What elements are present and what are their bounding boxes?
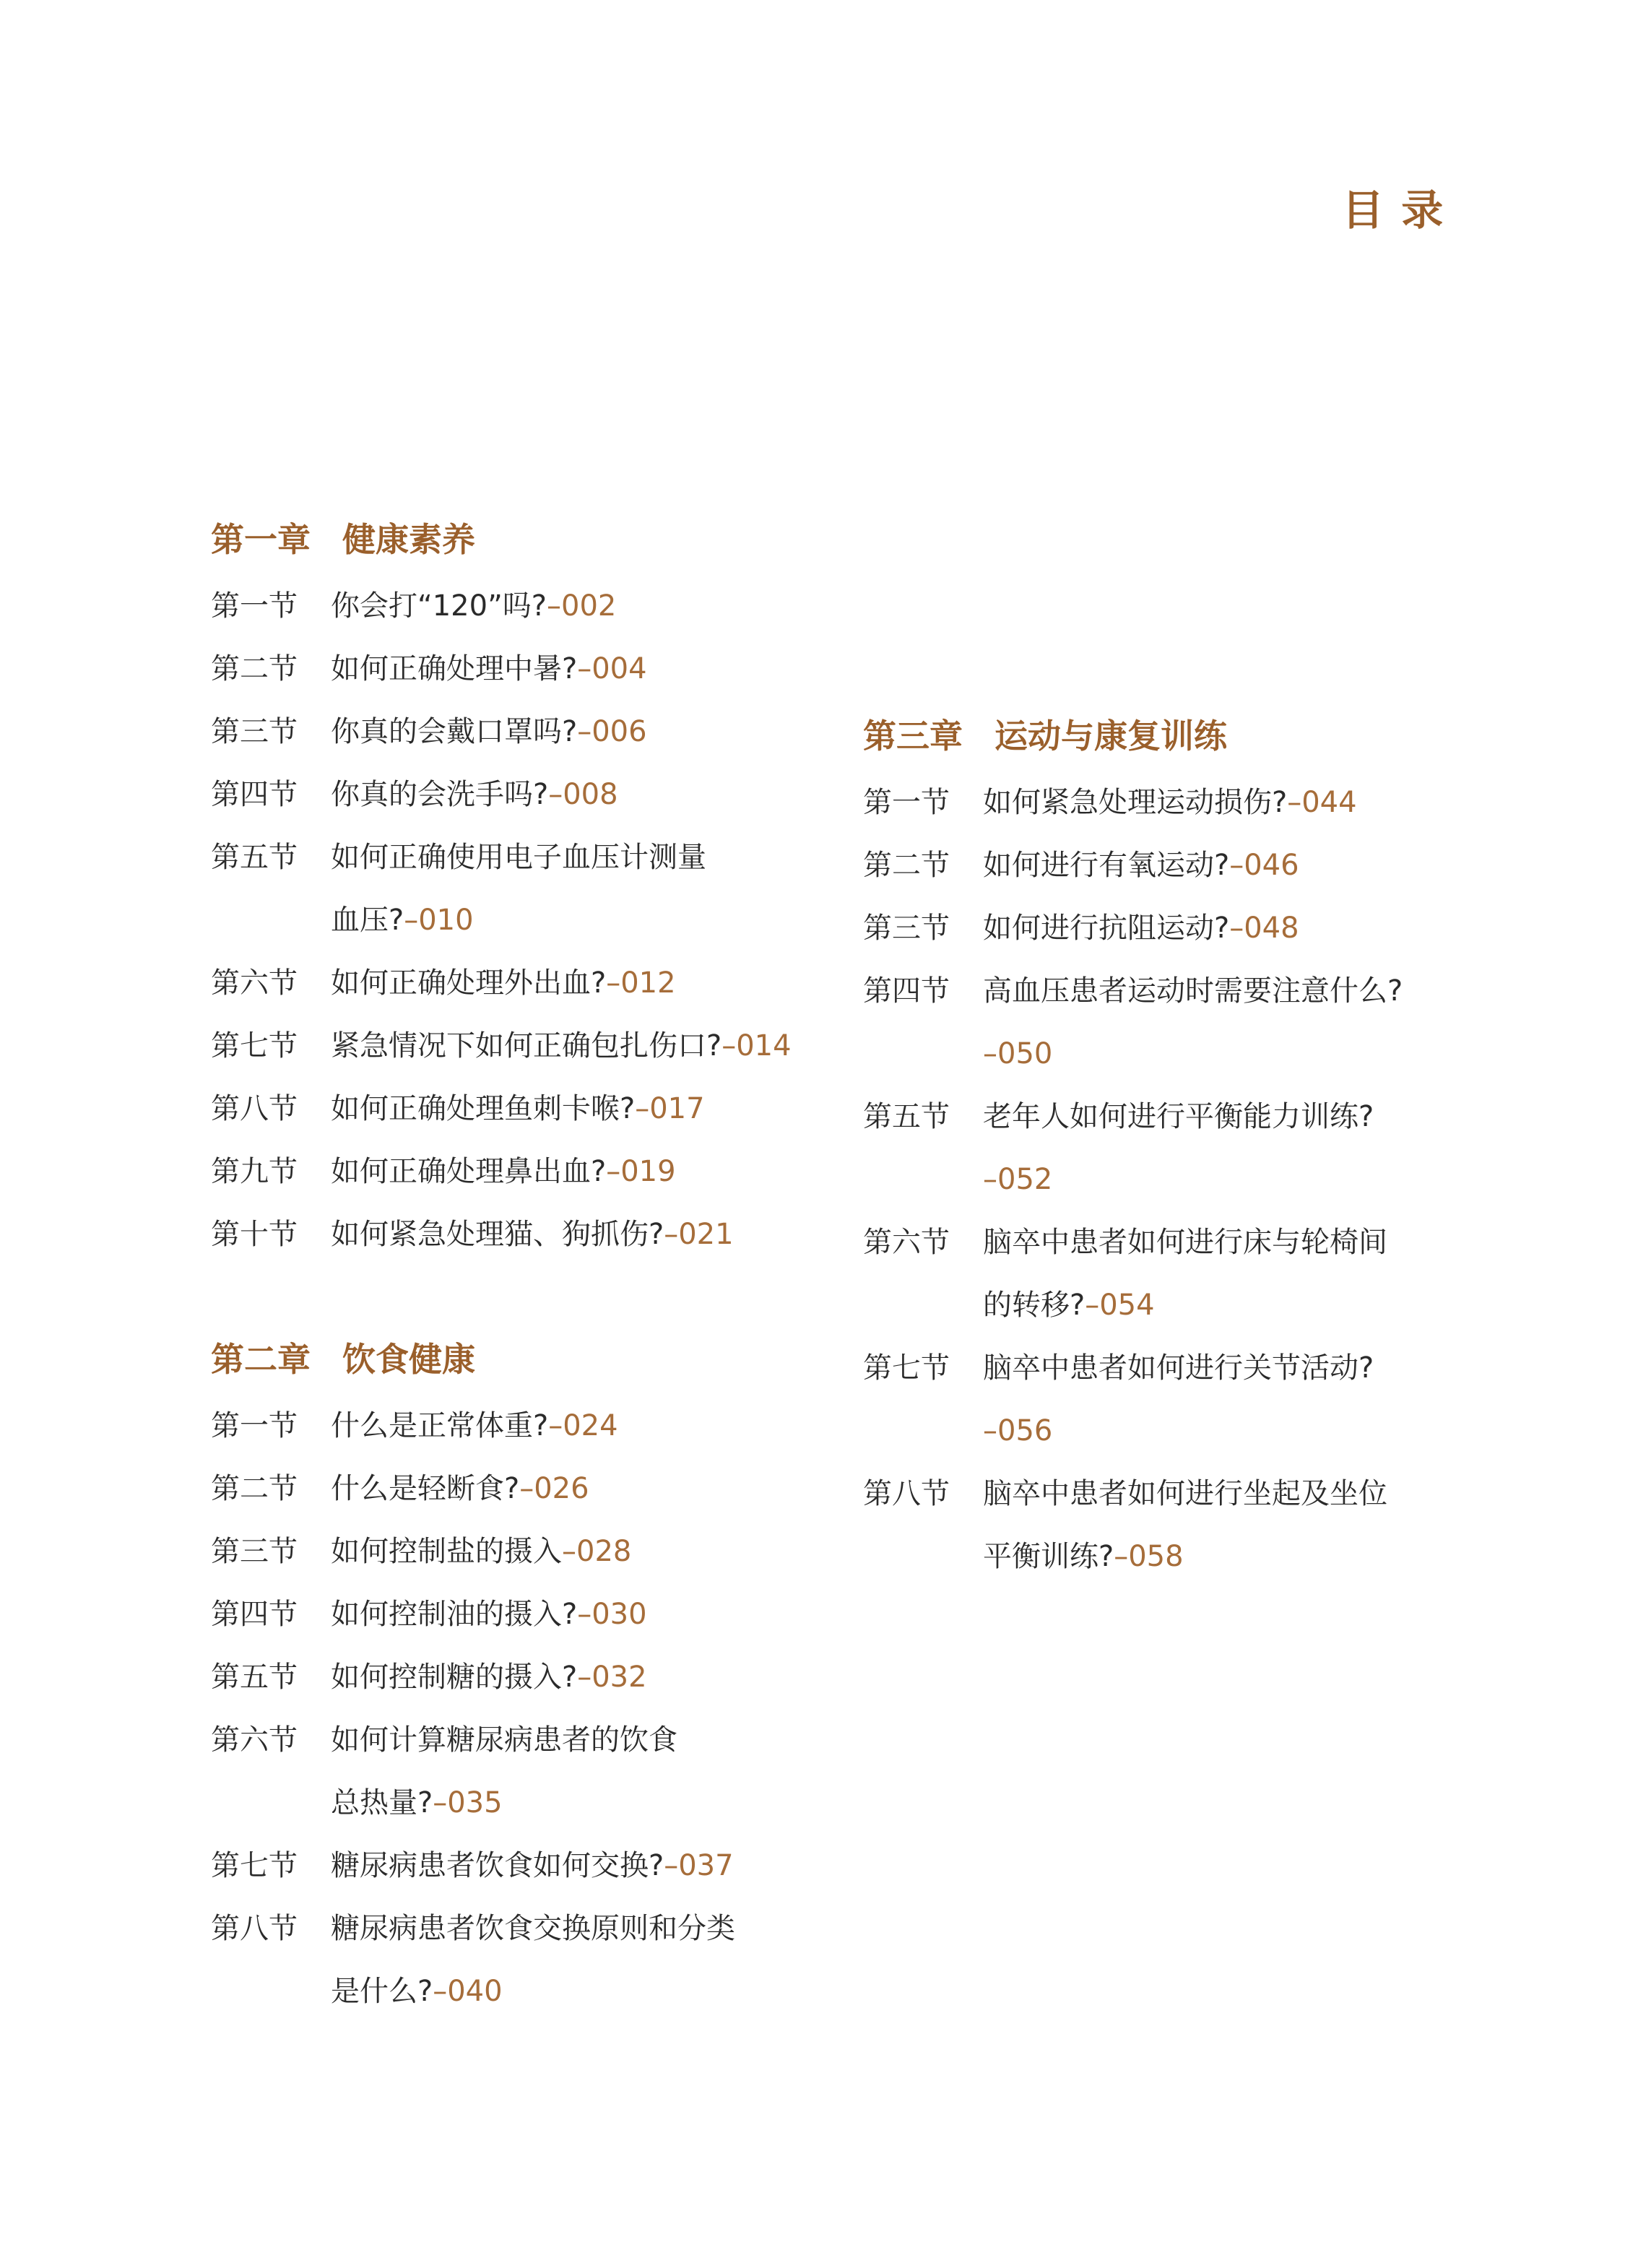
section-body [331, 701, 818, 763]
page-number: –032 [577, 1661, 647, 1694]
section-title-line [983, 960, 1470, 1023]
section-title-line [331, 1458, 818, 1520]
chapter-title: 健康素养 [342, 520, 475, 559]
page-number: –048 [1229, 912, 1299, 945]
section-number: 第一节 [863, 786, 950, 819]
section-body [331, 1395, 818, 1458]
section-body [331, 1078, 818, 1141]
section-title-line [983, 1148, 1470, 1211]
toc-entry[interactable] [211, 1709, 818, 1835]
section-number: 第五节 [863, 1100, 950, 1133]
chapter-number: 第三章 [863, 717, 963, 756]
section-body [983, 897, 1470, 960]
section-body [983, 771, 1470, 834]
toc-entry[interactable] [211, 1835, 818, 1897]
section-title-text: 紧急情况下如何正确包扎伤口? [331, 1029, 722, 1062]
section-title-line [331, 1897, 818, 1960]
section-title-text: 如何控制盐的摄入 [331, 1535, 562, 1568]
section-number: 第七节 [863, 1351, 950, 1385]
page-number: –012 [606, 966, 676, 1000]
chapter-2 [211, 1334, 818, 2023]
section-number: 第六节 [211, 966, 298, 1000]
page-number: –040 [433, 1975, 503, 2008]
section-title-text: 如何正确处理外出血? [331, 966, 607, 1000]
section-number: 第八节 [863, 1477, 950, 1510]
section-title-line [331, 638, 818, 701]
section-number: 第一节 [211, 1409, 298, 1442]
section-title-text: 你会打“120”吗? [331, 589, 547, 623]
section-title-line [331, 1583, 818, 1646]
toc-entry[interactable] [211, 952, 818, 1015]
chapter-title: 饮食健康 [342, 1340, 475, 1379]
section-title-line [331, 1078, 818, 1141]
toc-entry[interactable] [211, 1897, 818, 2023]
section-title-text: 糖尿病患者饮食如何交换? [331, 1849, 664, 1882]
section-title-line [331, 1203, 818, 1266]
toc-entry[interactable] [211, 1078, 818, 1141]
section-number: 第七节 [211, 1029, 298, 1062]
section-number: 第十节 [211, 1218, 298, 1251]
toc-entry[interactable] [863, 1463, 1470, 1588]
toc-entry[interactable] [211, 638, 818, 701]
toc-entry[interactable] [211, 1015, 818, 1078]
chapter-title: 运动与康复训练 [994, 717, 1227, 756]
section-title-text: 如何正确处理中暑? [331, 652, 578, 685]
page-number: –050 [983, 1037, 1053, 1070]
section-body [331, 1203, 818, 1266]
section-number: 第四节 [211, 1598, 298, 1631]
section-number: 第二节 [211, 1472, 298, 1505]
section-title-line [983, 771, 1470, 834]
section-title-text: 总热量? [331, 1786, 433, 1819]
section-number: 第三节 [211, 715, 298, 748]
section-title-line [983, 1525, 1470, 1588]
page-number: –004 [577, 652, 647, 685]
section-number: 第二节 [211, 652, 298, 685]
page-title: 目 录 [1342, 186, 1445, 235]
section-title-text: 平衡训练? [983, 1540, 1114, 1573]
section-number: 第四节 [211, 778, 298, 811]
section-title-text: 如何正确处理鱼刺卡喉? [331, 1092, 636, 1125]
page-number: –014 [722, 1029, 792, 1062]
section-number: 第三节 [211, 1535, 298, 1568]
toc-entry[interactable] [211, 763, 818, 826]
section-body [331, 1583, 818, 1646]
section-body [331, 638, 818, 701]
toc-entry[interactable] [863, 771, 1470, 834]
section-title-line [983, 1086, 1470, 1148]
section-title-line [983, 1274, 1470, 1337]
section-title-text: 是什么? [331, 1975, 433, 2008]
section-title-text: 什么是正常体重? [331, 1409, 549, 1442]
section-number: 第八节 [211, 1912, 298, 1945]
section-number: 第三节 [863, 912, 950, 945]
chapter-3 [863, 711, 1470, 1588]
toc-entry[interactable] [211, 1395, 818, 1458]
section-body [331, 1141, 818, 1203]
section-title-text: 血压? [331, 904, 404, 937]
section-title-text: 老年人如何进行平衡能力训练? [983, 1100, 1374, 1133]
toc-entry[interactable] [863, 1211, 1470, 1337]
section-body [983, 1463, 1470, 1588]
section-title-text: 如何紧急处理猫、狗抓伤? [331, 1218, 664, 1251]
section-title-line [331, 1395, 818, 1458]
section-number: 第六节 [863, 1226, 950, 1259]
page-number: –054 [1085, 1289, 1155, 1322]
section-body [331, 826, 818, 952]
section-body [983, 960, 1470, 1086]
section-body [331, 1458, 818, 1520]
section-title-line [331, 1960, 818, 2023]
section-title-text: 脑卒中患者如何进行床与轮椅间 [983, 1226, 1387, 1259]
chapter-number: 第一章 [211, 520, 311, 559]
chapter-number: 第二章 [211, 1340, 311, 1379]
section-title-text: 脑卒中患者如何进行关节活动? [983, 1351, 1374, 1385]
chapter-heading[interactable] [211, 514, 818, 565]
page-number: –058 [1114, 1540, 1184, 1573]
page-number: –026 [519, 1472, 589, 1505]
section-body [983, 1337, 1470, 1463]
section-title-text: 的转移? [983, 1289, 1086, 1322]
section-title-line [331, 826, 818, 889]
section-title-line [331, 889, 818, 952]
section-number: 第一节 [211, 589, 298, 623]
section-body [983, 1086, 1470, 1211]
section-number: 第五节 [211, 1661, 298, 1694]
section-title-text: 如何计算糖尿病患者的饮食 [331, 1723, 677, 1757]
section-title-line [331, 1835, 818, 1897]
page-number: –024 [548, 1409, 618, 1442]
page-number: –046 [1229, 849, 1299, 882]
toc-entry[interactable] [863, 960, 1470, 1086]
section-title-line [331, 575, 818, 638]
section-title-text: 如何正确使用电子血压计测量 [331, 841, 706, 874]
section-body [331, 952, 818, 1015]
section-body [983, 834, 1470, 897]
section-number: 第四节 [863, 974, 950, 1008]
section-body [331, 1897, 818, 2023]
section-title-line [983, 897, 1470, 960]
chapter-1 [211, 514, 818, 1266]
page-number: –021 [664, 1218, 734, 1251]
section-title-line [331, 701, 818, 763]
section-title-text: 高血压患者运动时需要注意什么? [983, 974, 1403, 1008]
section-title-text: 如何紧急处理运动损伤? [983, 786, 1288, 819]
section-title-line [331, 1520, 818, 1583]
section-title-line [331, 1015, 818, 1078]
section-number: 第九节 [211, 1155, 298, 1188]
section-body [331, 1835, 818, 1897]
section-title-text: 如何进行抗阻运动? [983, 912, 1230, 945]
section-body [331, 1709, 818, 1835]
toc-entry[interactable] [211, 1520, 818, 1583]
toc-entry[interactable] [211, 826, 818, 952]
toc-entry[interactable] [211, 1141, 818, 1203]
toc-entry[interactable] [211, 1458, 818, 1520]
section-title-line [983, 1400, 1470, 1463]
page-number: –019 [606, 1155, 676, 1188]
section-title-line [331, 1709, 818, 1772]
toc-entry[interactable] [211, 1583, 818, 1646]
section-body [331, 1646, 818, 1709]
toc-entry[interactable] [863, 1086, 1470, 1211]
toc-entry[interactable] [863, 1337, 1470, 1463]
section-body [331, 1520, 818, 1583]
section-title-line [331, 763, 818, 826]
toc-column-left [211, 514, 818, 2023]
section-title-text: 糖尿病患者饮食交换原则和分类 [331, 1912, 735, 1945]
page-number: –037 [664, 1849, 734, 1882]
section-title-text: 你真的会戴口罩吗? [331, 715, 578, 748]
section-title-text: 如何控制糖的摄入? [331, 1661, 578, 1694]
section-title-text: 什么是轻断食? [331, 1472, 520, 1505]
section-title-text: 脑卒中患者如何进行坐起及坐位 [983, 1477, 1387, 1510]
section-title-line [983, 1023, 1470, 1086]
toc-entry[interactable] [863, 834, 1470, 897]
page-number: –035 [433, 1786, 503, 1819]
section-title-text: 如何控制油的摄入? [331, 1598, 578, 1631]
section-number: 第七节 [211, 1849, 298, 1882]
toc-entry[interactable] [863, 897, 1470, 960]
section-title-line [331, 952, 818, 1015]
page-number: –010 [404, 904, 474, 937]
chapter-heading[interactable] [211, 1334, 818, 1385]
page-number: –008 [548, 778, 618, 811]
section-body [983, 1211, 1470, 1337]
toc-entry[interactable] [211, 1646, 818, 1709]
page-number: –056 [983, 1414, 1053, 1447]
section-number: 第二节 [863, 849, 950, 882]
section-title-line [983, 834, 1470, 897]
page-number: –052 [983, 1163, 1053, 1196]
page-number: –030 [577, 1598, 647, 1631]
page-number: –002 [547, 589, 617, 623]
section-body [331, 1015, 818, 1078]
section-title-line [331, 1646, 818, 1709]
toc-entry[interactable] [211, 575, 818, 638]
section-body [331, 763, 818, 826]
toc-entry[interactable] [211, 1203, 818, 1266]
chapter-heading[interactable] [863, 711, 1470, 761]
section-title-line [983, 1211, 1470, 1274]
section-number: 第六节 [211, 1723, 298, 1757]
toc-column-right [863, 711, 1470, 1588]
section-body [331, 575, 818, 638]
section-title-line [983, 1337, 1470, 1400]
page-number: –017 [635, 1092, 705, 1125]
section-title-text: 你真的会洗手吗? [331, 778, 549, 811]
page-number: –028 [562, 1535, 632, 1568]
toc-entry[interactable] [211, 701, 818, 763]
section-number: 第八节 [211, 1092, 298, 1125]
section-number: 第五节 [211, 841, 298, 874]
page-number: –044 [1287, 786, 1357, 819]
page-number: –006 [577, 715, 647, 748]
section-title-line [331, 1141, 818, 1203]
section-title-text: 如何正确处理鼻出血? [331, 1155, 607, 1188]
section-title-line [331, 1772, 818, 1835]
section-title-line [983, 1463, 1470, 1525]
section-title-text: 如何进行有氧运动? [983, 849, 1230, 882]
